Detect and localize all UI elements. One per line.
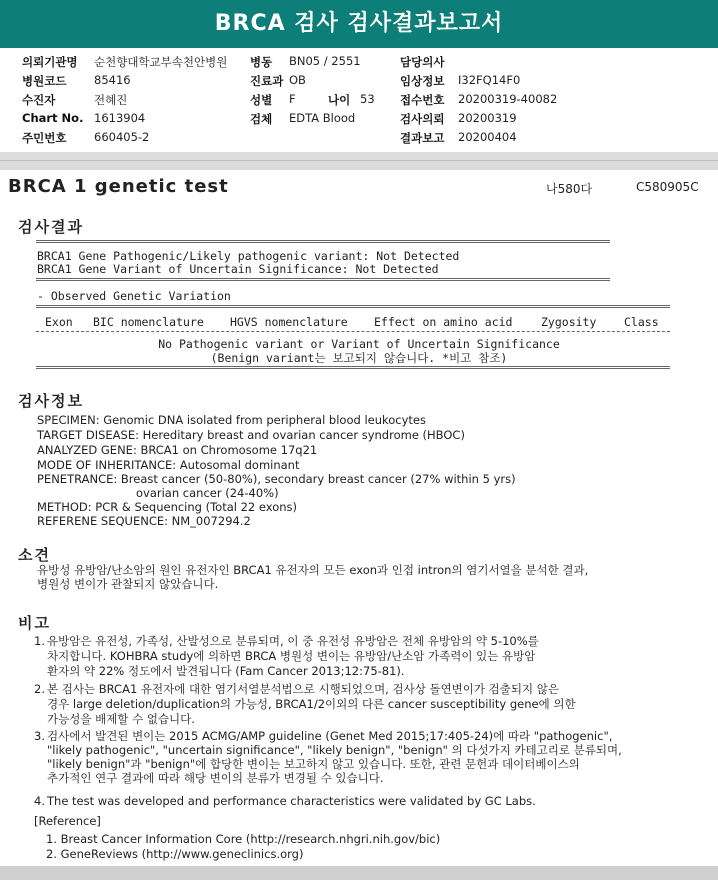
info-row-5 <box>0 130 718 149</box>
remark-num: 3. <box>34 729 45 743</box>
remark-line: 환자의 약 22% 정도에서 발견됩니다 (Fam Cancer 2013;12:75-81). <box>47 664 405 678</box>
collector-label: 수진자 <box>22 93 56 107</box>
remark-line: "likely benign"과 "benign"에 합당한 변이는 보고하지 않고 있습니다. 또한, 관련 문헌과 데이터베이스의 <box>47 757 580 771</box>
result-line-pathogenic: BRCA1 Gene Pathogenic/Likely pathogenic variant: Not Detected <box>37 249 460 263</box>
report-date-value: 20200404 <box>458 130 517 144</box>
reference-item-2: 2. GeneReviews (http://www.geneclinics.org) <box>46 847 304 861</box>
info-target-disease: TARGET DISEASE: Hereditary breast and ovarian cancer syndrome (HBOC) <box>37 428 465 442</box>
results-rule-4 <box>36 331 670 332</box>
remark-line: 유방암은 유전성, 가족성, 산발성으로 분류되며, 이 중 유전성 유방암은 전체 유방암의 약 5-10%를 <box>47 634 539 648</box>
section-divider <box>0 152 718 170</box>
age-value: 53 <box>360 92 375 106</box>
receipt-no-value: 20200319-40082 <box>458 92 558 106</box>
chart-no-label: Chart No. <box>22 111 84 125</box>
ward-value: BN05 / 2551 <box>289 54 361 68</box>
test-code-b: C580905C <box>636 180 699 194</box>
results-heading: 검사결과 <box>18 218 84 236</box>
request-date-value: 20200319 <box>458 111 517 125</box>
results-rule-3 <box>36 305 670 308</box>
remark-line: 추가적인 연구 결과에 따라 해당 변이의 분류가 변경될 수 있습니다. <box>47 771 384 785</box>
report-title: BRCA 검사 검사결과보고서 <box>0 0 718 48</box>
finding-line-2: 병원성 변이가 관찰되지 않았습니다. <box>37 577 219 591</box>
info-penetrance-cont: ovarian cancer (24-40%) <box>136 486 279 500</box>
department-value: OB <box>289 73 306 87</box>
remark-line: "likely pathogenic", "uncertain significance", "likely benign", "benign" 의 다섯가지 카테고리로 분류되며, <box>47 743 622 757</box>
info-analyzed-gene: ANALYZED GENE: BRCA1 on Chromosome 17q21 <box>37 443 318 457</box>
clinical-info-value: I32FQ14F0 <box>458 73 521 87</box>
age-label: 나이 <box>328 93 351 107</box>
resident-no-label: 주민번호 <box>22 131 67 145</box>
hospital-code-label: 병원코드 <box>22 74 67 88</box>
divider-line <box>0 160 718 161</box>
col-effect: Effect on amino acid <box>374 315 513 329</box>
col-zygosity: Zygosity <box>541 315 597 329</box>
test-code-a: 나580다 <box>546 182 593 196</box>
remark-num: 4. <box>34 794 45 808</box>
chart-no-value: 1613904 <box>94 111 146 125</box>
sex-label: 성별 <box>250 93 273 107</box>
specimen-value: EDTA Blood <box>289 111 356 125</box>
institution-value: 순천향대학교부속천안병원 <box>94 55 228 69</box>
remark-line: 검사에서 발견된 변이는 2015 ACMG/AMP guideline (Genet Med 2015;17:405-24)에 따라 "pathogenic", <box>47 729 613 743</box>
info-penetrance: PENETRANCE: Breast cancer (50-80%), secondary breast cancer (27% within 5 yrs) <box>37 472 516 486</box>
receipt-no-label: 접수번호 <box>400 93 445 107</box>
page-footer-bar <box>0 866 718 880</box>
benign-note-line: (Benign variant는 보고되지 않습니다. *비고 참조) <box>210 351 508 365</box>
info-reference-seq: REFERENE SEQUENCE: NM_007294.2 <box>37 514 251 528</box>
finding-heading: 소견 <box>18 546 51 564</box>
ward-label: 병동 <box>250 55 273 69</box>
remark-line: The test was developed and performance characteristics were validated by GC Labs. <box>47 794 536 808</box>
remark-line: 본 검사는 BRCA1 유전자에 대한 염기서열분석법으로 시행되었으며, 검사상 돌연변이가 검출되지 않은 <box>47 682 559 696</box>
finding-line-1: 유방성 유방암/난소암의 원인 유전자인 BRCA1 유전자의 모든 exon과 인접 intron의 염기서열을 분석한 결과, <box>37 563 589 577</box>
col-hgvs: HGVS nomenclature <box>230 315 348 329</box>
reference-item-1: 1. Breast Cancer Information Core (http://research.nhgri.nih.gov/bic) <box>46 832 441 846</box>
resident-no-value: 660405-2 <box>94 130 150 144</box>
remark-num: 2. <box>34 682 45 696</box>
remark-line: 경우 large deletion/duplication의 가능성, BRCA1/2이외의 다른 cancer susceptibility gene에 의한 <box>47 697 576 711</box>
remarks-heading: 비고 <box>18 614 51 632</box>
sex-value: F <box>289 92 296 106</box>
results-rule-1 <box>36 240 610 243</box>
reference-heading: [Reference] <box>34 814 101 828</box>
remark-line: 가능성을 배제할 수 없습니다. <box>47 712 195 726</box>
department-label: 진료과 <box>250 74 284 88</box>
info-row-4 <box>0 111 718 130</box>
col-class: Class <box>624 315 659 329</box>
observed-variation-label: - Observed Genetic Variation <box>37 289 231 303</box>
collector-value: 전혜진 <box>94 93 128 107</box>
test-title: BRCA 1 genetic test <box>8 176 229 197</box>
info-specimen: SPECIMEN: Genomic DNA isolated from peripheral blood leukocytes <box>37 413 426 427</box>
result-line-vus: BRCA1 Gene Variant of Uncertain Significance: Not Detected <box>37 262 439 276</box>
patient-info <box>0 48 718 152</box>
results-rule-5 <box>36 366 670 369</box>
remark-line: 차지합니다. KOHBRA study에 의하면 BRCA 병원성 변이는 유방암/난소암 가족력이 있는 유방암 <box>47 649 536 663</box>
hospital-code-value: 85416 <box>94 73 131 87</box>
col-exon: Exon <box>45 315 73 329</box>
specimen-label: 검체 <box>250 112 273 126</box>
col-bic: BIC nomenclature <box>93 315 204 329</box>
institution-label: 의뢰기관명 <box>22 55 78 69</box>
info-heading: 검사정보 <box>18 392 84 410</box>
doctor-label: 담당의사 <box>400 55 445 69</box>
clinical-info-label: 임상정보 <box>400 74 445 88</box>
remark-num: 1. <box>34 634 45 648</box>
results-rule-2 <box>36 278 610 281</box>
info-method: METHOD: PCR & Sequencing (Total 22 exons) <box>37 500 298 514</box>
info-row-1 <box>0 54 718 73</box>
request-date-label: 검사의뢰 <box>400 112 445 126</box>
info-row-2 <box>0 73 718 92</box>
report-date-label: 결과보고 <box>400 131 445 145</box>
info-inheritance: MODE OF INHERITANCE: Autosomal dominant <box>37 458 300 472</box>
no-variant-line: No Pathogenic variant or Variant of Uncertain Significance <box>158 337 560 351</box>
info-row-3 <box>0 92 718 111</box>
